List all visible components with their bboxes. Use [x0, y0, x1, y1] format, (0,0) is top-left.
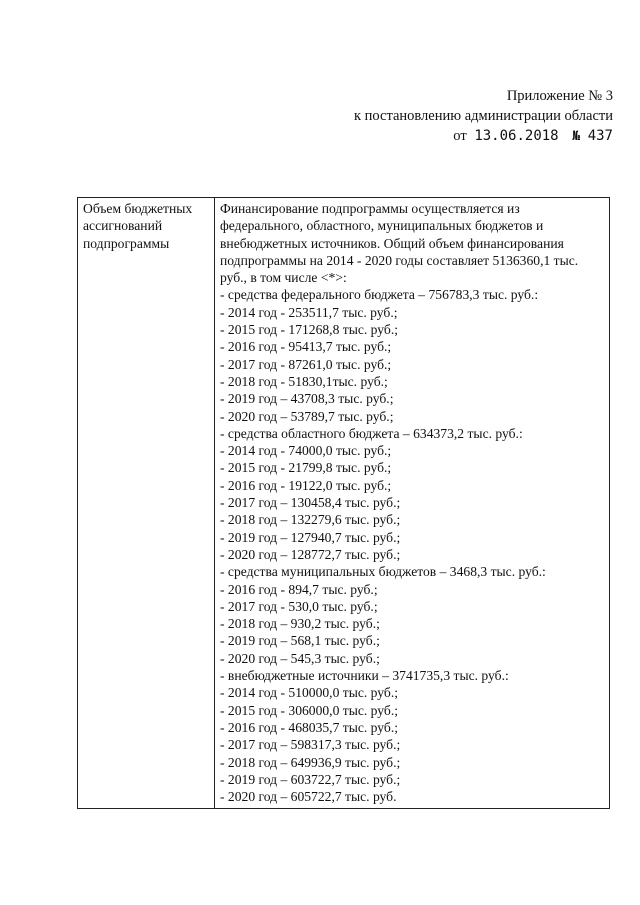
financing-line: - 2020 год – 545,3 тыс. руб.; [220, 650, 380, 666]
document-header [354, 86, 613, 147]
financing-line: - 2019 год – 603722,7 тыс. руб.; [220, 771, 401, 787]
appendix-title: Приложение № 3 [506, 88, 613, 104]
financing-line: - 2014 год - 253511,7 тыс. руб.; [220, 304, 398, 320]
financing-line: - 2017 год – 130458,4 тыс. руб.; [220, 495, 401, 511]
financing-line: - 2016 год - 19122,0 тыс. руб.; [220, 477, 392, 493]
row-content [215, 198, 610, 809]
financing-line: - 2016 год - 95413,7 тыс. руб.; [220, 339, 392, 355]
financing-line: - 2018 год – 649936,9 тыс. руб.; [220, 754, 401, 770]
financing-line: - 2017 год - 530,0 тыс. руб.; [220, 598, 378, 614]
financing-line: - 2016 год - 894,7 тыс. руб.; [220, 581, 378, 597]
row-label: Объем бюджетных ассигнований подпрограммы [78, 198, 215, 809]
financing-line: - 2014 год - 510000,0 тыс. руб.; [220, 685, 398, 701]
financing-line: - 2019 год – 127940,7 тыс. руб.; [220, 529, 401, 545]
decree-reference: к постановлению администрации области [353, 108, 613, 124]
financing-line: - 2018 год – 132279,6 тыс. руб.; [220, 512, 401, 528]
financing-line: - средства муниципальных бюджетов – 3468,3 тыс. руб.: [220, 564, 546, 580]
date-prefix: от [453, 128, 467, 144]
financing-line: - 2020 год – 53789,7 тыс. руб.; [220, 408, 394, 424]
decree-date-number [354, 126, 613, 147]
financing-line: - 2020 год – 128772,7 тыс. руб.; [220, 546, 401, 562]
financing-line: - 2018 год – 930,2 тыс. руб.; [220, 616, 380, 632]
financing-lines [220, 286, 605, 805]
table-row [78, 198, 610, 809]
financing-line: - 2015 год - 306000,0 тыс. руб.; [220, 702, 398, 718]
financing-line: - 2017 год – 598317,3 тыс. руб.; [220, 737, 401, 753]
financing-line: - 2020 год – 605722,7 тыс. руб. [220, 789, 397, 805]
decree-date: 13.06.2018 [474, 128, 559, 144]
financing-line: - 2018 год - 51830,1тыс. руб.; [220, 373, 388, 389]
financing-line: - 2015 год - 21799,8 тыс. руб.; [220, 460, 392, 476]
financing-intro: Финансирование подпрограммы осуществляется из федерального, областного, муниципальных бюджетов и внебюджетных источников. Общий объем финансирования подпрограммы на 2014 - 2020 годы составляет 5136360,1 тыс. руб., в том числе <*>: [220, 201, 579, 286]
budget-table [77, 197, 610, 809]
financing-line: - внебюджетные источники – 3741735,3 тыс. руб.: [220, 668, 509, 684]
financing-line: - средства областного бюджета – 634373,2 тыс. руб.: [220, 425, 523, 441]
financing-line: - 2015 год - 171268,8 тыс. руб.; [220, 322, 398, 338]
financing-line: - 2019 год – 568,1 тыс. руб.; [220, 633, 380, 649]
financing-line: - 2014 год - 74000,0 тыс. руб.; [220, 443, 392, 459]
financing-line: - 2017 год - 87261,0 тыс. руб.; [220, 356, 392, 372]
decree-number: 437 [587, 128, 613, 144]
number-sign: № [572, 129, 581, 144]
financing-line: - 2016 год - 468035,7 тыс. руб.; [220, 719, 398, 735]
financing-line: - 2019 год – 43708,3 тыс. руб.; [220, 391, 394, 407]
financing-line: - средства федерального бюджета – 756783,3 тыс. руб.: [220, 287, 539, 303]
